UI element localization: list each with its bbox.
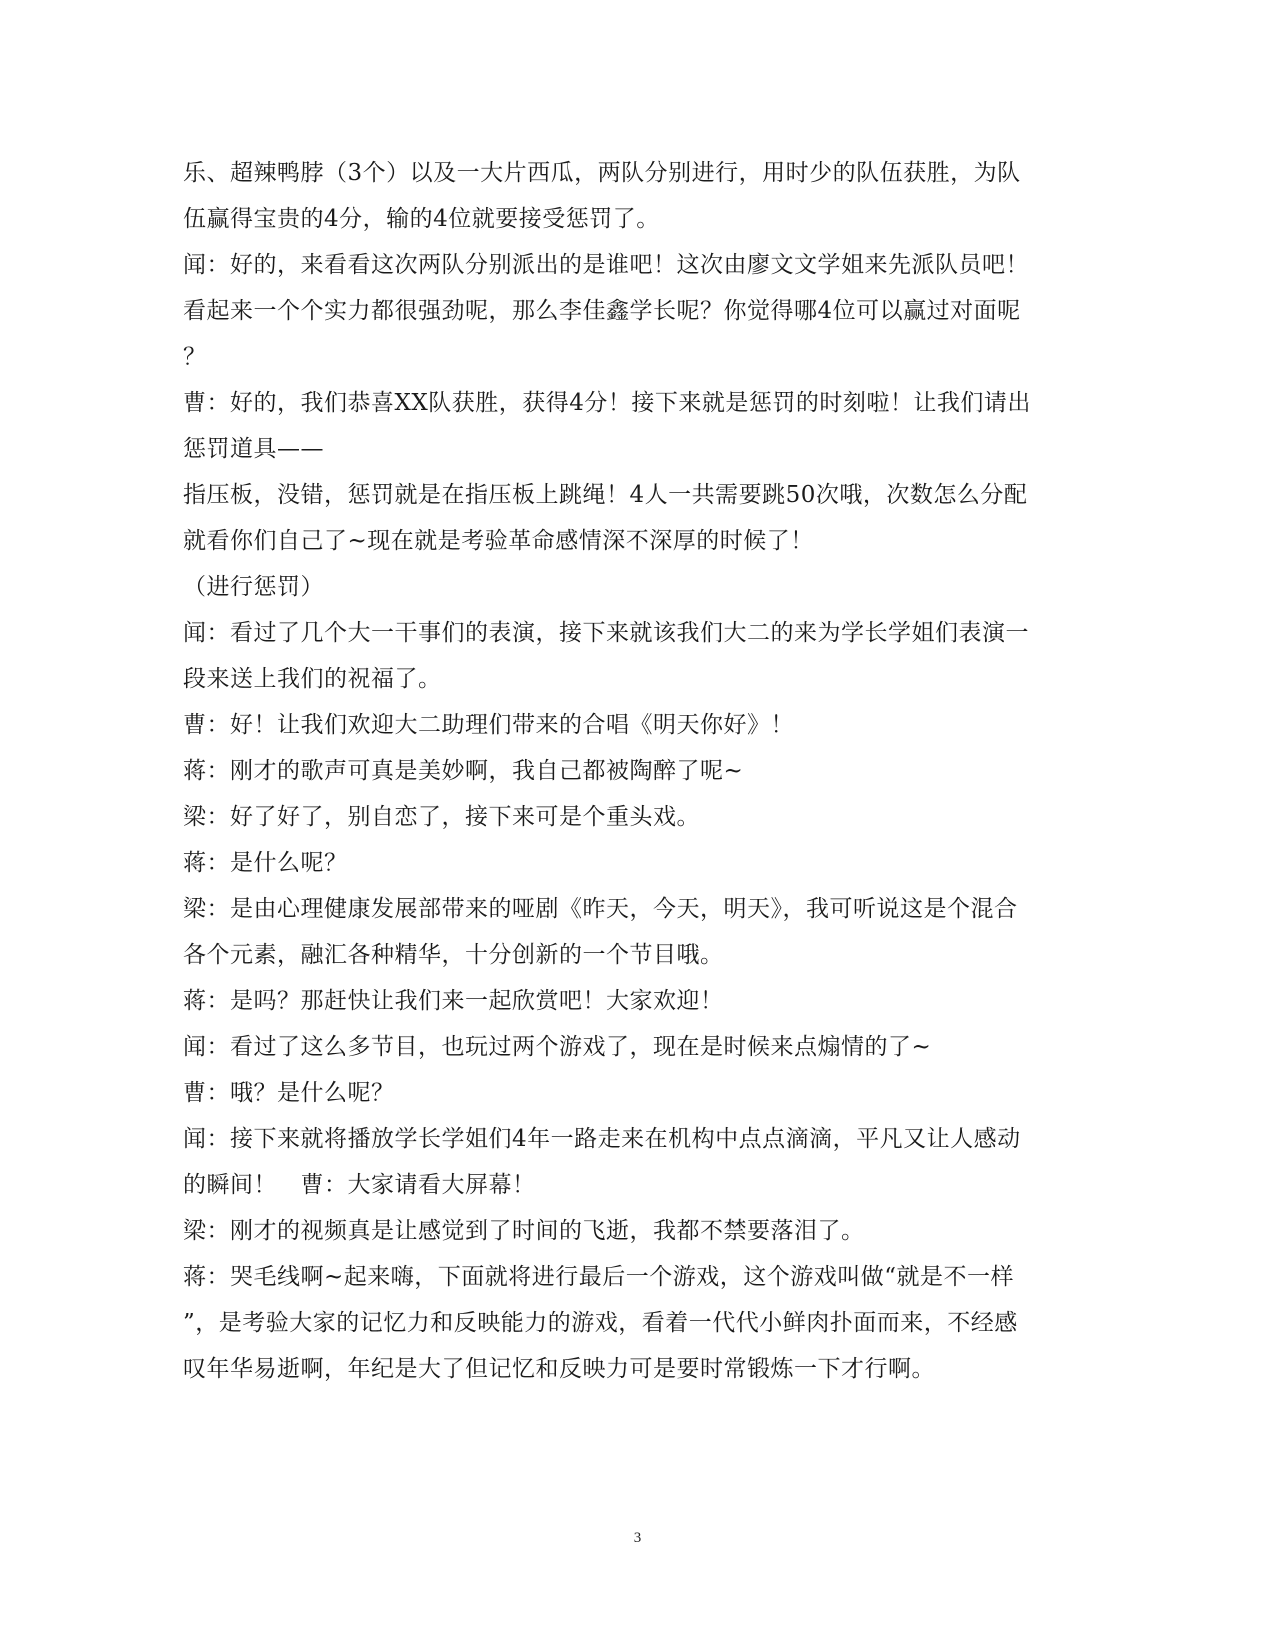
text-line: 闻：接下来就将播放学长学姐们4年一路走来在机构中点点滴滴，平凡又让人感动 <box>183 1126 1021 1152</box>
text-line: 伍赢得宝贵的4分，输的4位就要接受惩罚了。 <box>183 206 660 232</box>
text-line: 就看你们自己了~现在就是考验革命感情深不深厚的时候了！ <box>183 528 814 554</box>
text-line: 梁：刚才的视频真是让感觉到了时间的飞逝，我都不禁要落泪了。 <box>183 1218 865 1244</box>
text-line: 蒋：刚才的歌声可真是美妙啊，我自己都被陶醉了呢~ <box>183 758 744 784</box>
text-line: （进行惩罚） <box>183 574 324 600</box>
text-line: 蒋：是吗？那赶快让我们来一起欣赏吧！大家欢迎！ <box>183 988 724 1014</box>
text-line: 的瞬间！ 曹：大家请看大屏幕！ <box>183 1172 536 1198</box>
body-text <box>183 150 1083 1392</box>
text-line: 曹：好！让我们欢迎大二助理们带来的合唱《明天你好》！ <box>183 712 794 738</box>
text-line: 闻：看过了这么多节目，也玩过两个游戏了，现在是时候来点煽情的了~ <box>183 1034 932 1060</box>
text-line: 惩罚道具—— <box>183 436 324 462</box>
text-line: 梁：是由心理健康发展部带来的哑剧《昨天，今天，明天》，我可听说这是个混合 <box>183 896 1018 922</box>
text-line: 蒋：哭毛线啊~起来嗨，下面就将进行最后一个游戏，这个游戏叫做“就是不一样 <box>183 1264 1015 1290</box>
text-line: ？ <box>183 344 207 370</box>
text-line: 闻：好的，来看看这次两队分别派出的是谁吧！这次由廖文文学姐来先派队员吧！ <box>183 252 1029 278</box>
text-line: 指压板，没错，惩罚就是在指压板上跳绳！4人一共需要跳50次哦，次数怎么分配 <box>183 482 1028 508</box>
text-line: 看起来一个个实力都很强劲呢，那么李佳鑫学长呢？你觉得哪4位可以赢过对面呢 <box>183 298 1021 324</box>
text-line: 蒋：是什么呢？ <box>183 850 348 876</box>
text-line: 曹：哦？是什么呢？ <box>183 1080 395 1106</box>
text-line: 曹：好的，我们恭喜XX队获胜，获得4分！接下来就是惩罚的时刻啦！让我们请出 <box>183 390 1031 416</box>
page-number: 3 <box>633 1530 642 1546</box>
text-line: 乐、超辣鸭脖（3个）以及一大片西瓜，两队分别进行，用时少的队伍获胜，为队 <box>183 160 1021 186</box>
text-line: ”，是考验大家的记忆力和反映能力的游戏，看着一代代小鲜肉扑面而来，不经感 <box>183 1310 1018 1336</box>
text-line: 梁：好了好了，别自恋了，接下来可是个重头戏。 <box>183 804 700 830</box>
text-line: 各个元素，融汇各种精华，十分创新的一个节目哦。 <box>183 942 724 968</box>
text-line: 闻：看过了几个大一干事们的表演，接下来就该我们大二的来为学长学姐们表演一 <box>183 620 1029 646</box>
text-line: 叹年华易逝啊，年纪是大了但记忆和反映力可是要时常锻炼一下才行啊。 <box>183 1356 935 1382</box>
text-line: 段来送上我们的祝福了。 <box>183 666 442 692</box>
